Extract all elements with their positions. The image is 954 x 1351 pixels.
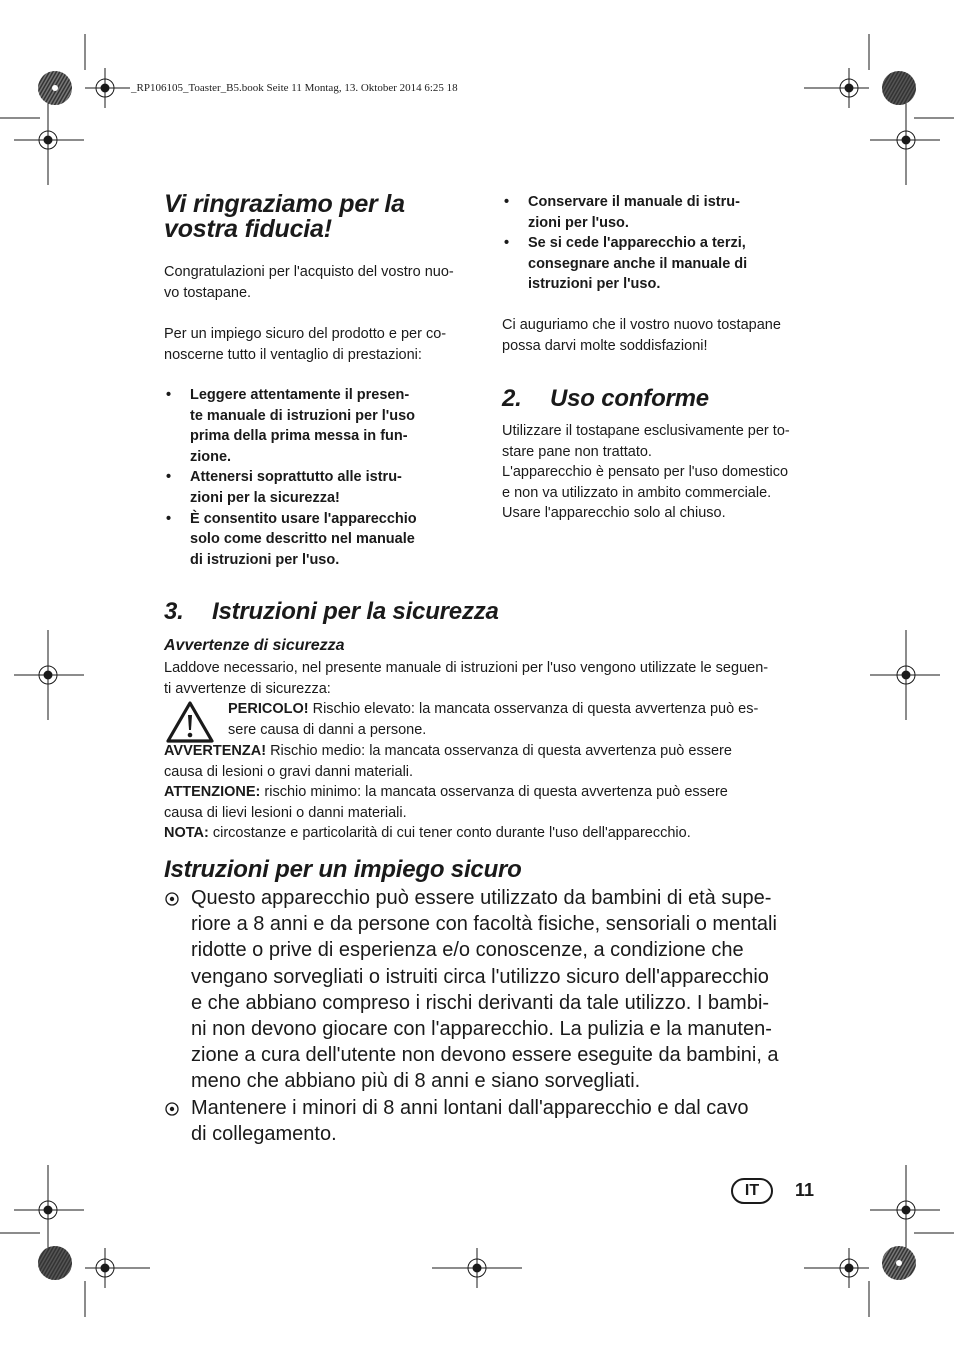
registration-mark-icon xyxy=(870,655,940,695)
target-bullet-icon xyxy=(165,1102,179,1116)
list-item: Mantenere i minori di 8 anni lontani dall'apparecchio e dal cavo di collegamento. xyxy=(164,1095,834,1147)
print-slug: _RP106105_Toaster_B5.book Seite 11 Montag, 13. Oktober 2014 6:25 18 xyxy=(131,82,458,94)
color-wheel-icon xyxy=(882,71,916,105)
registration-mark-icon xyxy=(14,1190,84,1230)
registration-mark-icon xyxy=(432,1248,522,1288)
color-wheel-icon xyxy=(38,1246,72,1280)
list-item: • È consentito usare l'apparecchio solo come descritto nel manuale di istruzioni per l'uso. xyxy=(164,509,484,571)
intro-section xyxy=(164,192,494,242)
target-bullet-icon xyxy=(165,892,179,906)
page-number: 11 xyxy=(795,1180,815,1200)
registration-mark-icon xyxy=(870,122,940,158)
pericolo-warning: PERICOLO! Rischio elevato: la mancata osservanza di questa avvertenza può es- sere causa di danni a persone. xyxy=(228,701,759,738)
safe-use-list xyxy=(164,885,834,1147)
registration-mark-icon xyxy=(85,68,130,108)
color-wheel-icon xyxy=(38,71,72,105)
registration-mark-icon xyxy=(14,655,84,695)
warning-triangle-icon xyxy=(165,700,215,744)
registration-mark-icon xyxy=(804,1248,869,1288)
color-wheel-icon xyxy=(882,1246,916,1280)
intro-paragraph: Congratulazioni per l'acquisto del vostro nuo- vo tostapane. xyxy=(164,264,454,301)
safe-use-heading: Istruzioni per un impiego sicuro xyxy=(164,856,522,883)
section-2-heading: 2. Uso conforme xyxy=(502,385,709,412)
intro-bullet-list xyxy=(164,385,484,570)
nota-note: NOTA: circostanze e particolarità di cui tener conto durante l'uso dell'apparecchio. xyxy=(164,825,691,841)
section-3-heading: 3. Istruzioni per la sicurezza xyxy=(164,598,499,625)
list-item: • Attenersi soprattutto alle istru- zioni per la sicurezza! xyxy=(164,467,484,508)
registration-mark-icon xyxy=(85,1248,150,1288)
safety-warnings-subheading: Avvertenze di sicurezza xyxy=(164,637,345,654)
closing-paragraph: Ci auguriamo che il vostro nuovo tostapane possa darvi molte soddisfazioni! xyxy=(502,317,781,354)
intro-bullet-list-right xyxy=(502,192,832,295)
language-badge: IT xyxy=(731,1178,773,1204)
list-item: • Se si cede l'apparecchio a terzi, consegnare anche il manuale di istruzioni per l'uso. xyxy=(502,233,832,295)
attenzione-warning: ATTENZIONE: rischio minimo: la mancata osservanza di questa avvertenza può essere causa di lievi lesioni o danni materiali. xyxy=(164,784,728,821)
registration-mark-icon xyxy=(870,1190,940,1230)
registration-mark-icon xyxy=(804,68,869,108)
safety-intro: Laddove necessario, nel presente manuale di istruzioni per l'uso vengono utilizzate le seguen- ti avvertenze di sicurezza: xyxy=(164,660,769,697)
avvertenza-warning: AVVERTENZA! Rischio medio: la mancata osservanza di questa avvertenza può essere causa di lesioni o gravi danni materiali. xyxy=(164,743,732,780)
list-item: • Conservare il manuale di istru- zioni per l'uso. xyxy=(502,192,832,233)
list-item: • Leggere attentamente il presen- te manuale di istruzioni per l'uso prima della prima messa in fun- zione. xyxy=(164,385,484,467)
list-item: Questo apparecchio può essere utilizzato da bambini di età supe- riore a 8 anni e da persone con facoltà fisiche, sensoriali o mentali ridotte o prive di esperienza e/o conoscenze, a condizione che vengano sorvegliati o istruiti circa l'utilizzo sicuro dell'apparecchio e che abbiano compreso i rischi derivanti da tale utilizzo. I bambi- ni non devono giocare con l'apparecchio. La pulizia e la manuten- zione a cura dell'utente non devono essere eseguite da bambini, a meno che abbiano più di 8 anni e siano sorvegliati. xyxy=(164,885,834,1095)
intro-paragraph-2: Per un impiego sicuro del prodotto e per co- noscerne tutto il ventaglio di prestazioni: xyxy=(164,326,447,363)
intro-title: Vi ringraziamo per la vostra fiducia! xyxy=(164,190,405,243)
registration-mark-icon xyxy=(14,122,84,158)
section-2-body: Utilizzare il tostapane esclusivamente per to- stare pane non trattato. L'apparecchio è pensato per l'uso domestico e non va utilizzato in ambito commerciale. Usare l'apparecchio solo al chiuso. xyxy=(502,423,790,522)
